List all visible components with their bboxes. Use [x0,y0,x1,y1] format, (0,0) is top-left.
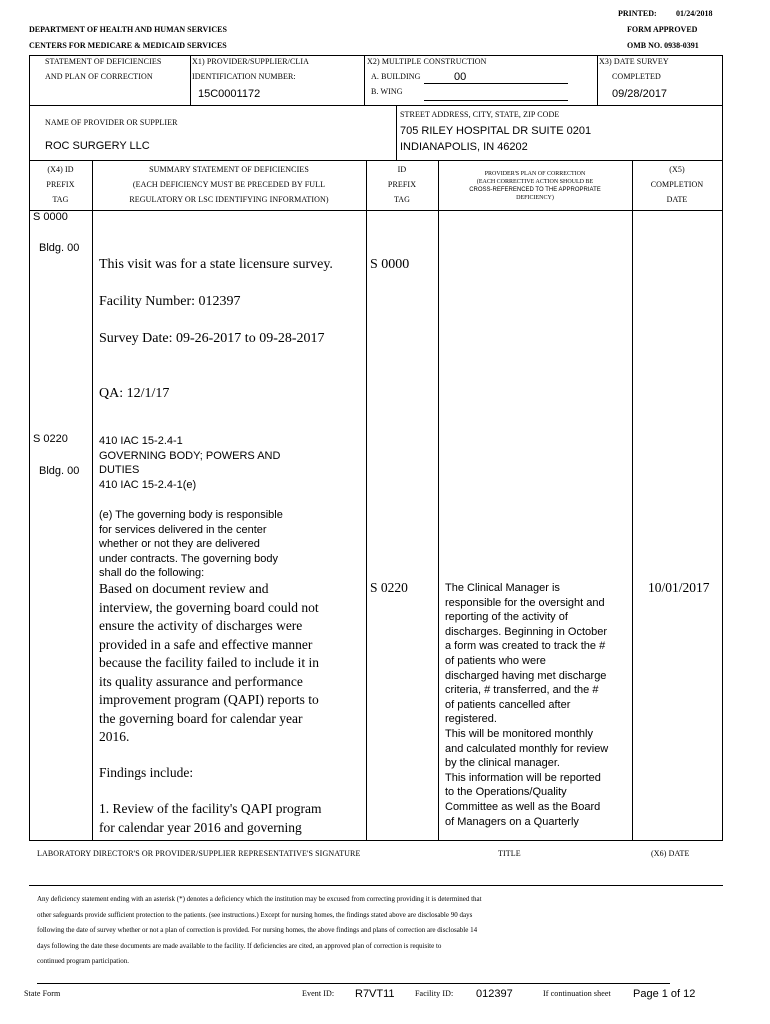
plan-line: discharged having met discharge [445,669,607,682]
plan-line: Committee as well as the Board [445,800,601,813]
printed-date: 01/24/2018 [676,9,713,18]
id-header-3: TAG [393,195,411,204]
plan-of-correction [445,581,608,829]
survey-date-value: 09/28/2017 [612,88,668,100]
regulation-e-line: for services delivered in the center [99,523,267,536]
visit-statement: This visit was for a state licensure survey. [99,257,333,272]
address-line-1: 705 RILEY HOSPITAL DR SUITE 0201 [400,125,592,137]
provider-name-label: NAME OF PROVIDER OR SUPPLIER [45,118,178,127]
finding-line: interview, the governing board could not [99,599,319,615]
printed-label: PRINTED: [618,9,657,18]
plan-line: responsible for the oversight and [445,596,605,609]
finding-line: 2016. [99,729,130,744]
qa-date: QA: 12/1/17 [99,386,170,401]
disclaimer-line: continued program participation. [37,957,129,965]
plan-line: criteria, # transferred, and the # [445,684,599,697]
x5-header-1: (X5) [669,165,685,174]
provider-name-value: ROC SURGERY LLC [45,140,150,152]
bldg-s0220: Bldg. 00 [39,465,80,477]
plan-header-4: DEFICIENCY) [516,195,554,201]
facility-number: Facility Number: 012397 [99,294,241,309]
form-approved: FORM APPROVED [627,25,698,34]
regulation-line: DUTIES [99,464,140,477]
plan-line: of patients cancelled after [445,698,571,711]
finding-line: Based on document review and [99,581,269,596]
right-tag-s0220: S 0220 [370,580,408,595]
address-line-2: INDIANAPOLIS, IN 46202 [400,141,528,153]
x4-header-2: PREFIX [46,180,75,189]
x4-header-1: (X4) ID [47,165,74,174]
completion-date: 10/01/2017 [648,580,710,595]
regulation-e-block [99,508,283,581]
plan-header-3: CROSS-REFERENCED TO THE APPROPRIATE [469,187,601,193]
id-header-2: PREFIX [387,180,417,189]
regulation-line: GOVERNING BODY; POWERS AND [99,449,281,462]
regulation-e-line: under contracts. The governing body [99,552,278,565]
building-value: 00 [454,71,467,83]
statement-label-1: STATEMENT OF DEFICIENCIES [45,57,162,66]
plan-line: and calculated monthly for review [445,742,609,755]
right-tag-s0000: S 0000 [370,257,410,272]
event-id-label: Event ID: [302,989,335,998]
regulation-line: 410 IAC 15-2.4-1 [99,435,183,447]
plan-line: by the clinical manager. [445,757,560,770]
summary-header-2: (EACH DEFICIENCY MUST BE PRECEDED BY FULL [132,180,326,189]
statement-label-2: AND PLAN OF CORRECTION [45,72,153,81]
page-number: Page 1 of 12 [633,988,696,1000]
plan-line: This will be monitored monthly [445,727,593,740]
summary-header-3: REGULATORY OR LSC IDENTIFYING INFORMATION) [129,195,329,204]
facility-id-label: Facility ID: [415,989,454,998]
state-form-label: State Form [24,989,61,998]
plan-header-1: PROVIDER'S PLAN OF CORRECTION [484,171,586,177]
event-id-value: R7VT11 [355,988,395,1000]
x3-label-1: X3) DATE SURVEY [599,57,669,66]
disclaimer-line: days following the date these documents are made available to the facility. If deficiencies are cited, an approved plan of correction is requisite to [37,941,442,950]
disclaimer-line: other safeguards provide sufficient protection to the patients. (see instructions.) Except for nursing homes, the findings stated above are disclosable 90 days [37,910,473,919]
plan-header-2: (EACH CORRECTIVE ACTION SHOULD BE [476,179,594,185]
bldg-s0000: Bldg. 00 [39,242,80,254]
title-label: TITLE [498,849,521,858]
finding-line: its quality assurance and performance [99,673,303,689]
signature-label: LABORATORY DIRECTOR'S OR PROVIDER/SUPPLIER REPRESENTATIVE'S SIGNATURE [37,849,361,858]
regulation-e-line: (e) The governing body is responsible [99,509,283,521]
regulation-block [99,434,280,492]
finding-line: provided in a safe and effective manner [99,636,313,652]
x3-label-2: COMPLETED [612,72,661,81]
review-line: 1. Review of the facility's QAPI program [99,801,322,816]
date-label: (X6) DATE [651,849,690,858]
disclaimer-line: following the date of survey whether or not a plan of correction is provided. For nursing homes, the above findings and plans of correction are disclosable 14 [37,926,478,934]
regulation-line: 410 IAC 15-2.4-1(e) [99,478,197,491]
disclaimer [37,892,482,970]
regulation-e-line: whether or not they are delivered [99,538,260,551]
plan-line: of patients who were [445,654,546,667]
tag-s0220: S 0220 [33,433,68,445]
id-header-1: ID [397,165,407,174]
findings-block [99,580,319,747]
review-block [99,800,322,837]
continuation-label: If continuation sheet [543,989,611,998]
x1-label-2: IDENTIFICATION NUMBER: [192,72,296,81]
x1-label-1: X1) PROVIDER/SUPPLIER/CLIA [192,57,310,66]
review-line: for calendar year 2016 and governing [99,819,302,835]
plan-line: discharges. Beginning in October [445,625,608,638]
plan-line: to the Operations/Quality [445,786,567,799]
finding-line: improvement program (QAPI) reports to [99,692,319,707]
department-title: DEPARTMENT OF HEALTH AND HUMAN SERVICES [29,25,227,34]
plan-line: reporting of the activity of [445,611,568,624]
plan-line: of Managers on a Quarterly [445,815,579,828]
tag-s0000: S 0000 [33,211,68,223]
plan-line: a form was created to track the # [445,640,606,653]
facility-id-value: 012397 [476,988,513,1000]
plan-line: registered. [445,713,497,726]
building-label: A. BUILDING [371,72,421,81]
provider-id-value: 15C0001172 [198,88,261,100]
finding-line: the governing board for calendar year [99,710,303,726]
summary-header-1: SUMMARY STATEMENT OF DEFICIENCIES [149,165,309,174]
x5-header-2: COMPLETION [650,180,704,189]
finding-line: ensure the activity of discharges were [99,618,303,633]
x5-header-3: DATE [666,195,688,204]
plan-line: The Clinical Manager is [445,582,560,594]
disclaimer-line: Any deficiency statement ending with an asterisk (*) denotes a deficiency which the institution may be excused from correcting providing it is determined that [37,895,482,903]
x2-label: X2) MULTIPLE CONSTRUCTION [367,57,487,66]
survey-date: Survey Date: 09-26-2017 to 09-28-2017 [99,331,325,346]
regulation-e-line: shall do the following: [99,567,205,580]
cms-title: CENTERS FOR MEDICARE & MEDICAID SERVICES [29,41,227,50]
wing-label: B. WING [371,87,403,96]
findings-include: Findings include: [99,765,194,780]
plan-line: This information will be reported [445,771,601,784]
x4-header-3: TAG [52,195,69,204]
finding-line: because the facility failed to include it in [99,655,320,670]
address-label: STREET ADDRESS, CITY, STATE, ZIP CODE [400,110,560,119]
omb-number: OMB NO. 0938-0391 [627,41,699,50]
